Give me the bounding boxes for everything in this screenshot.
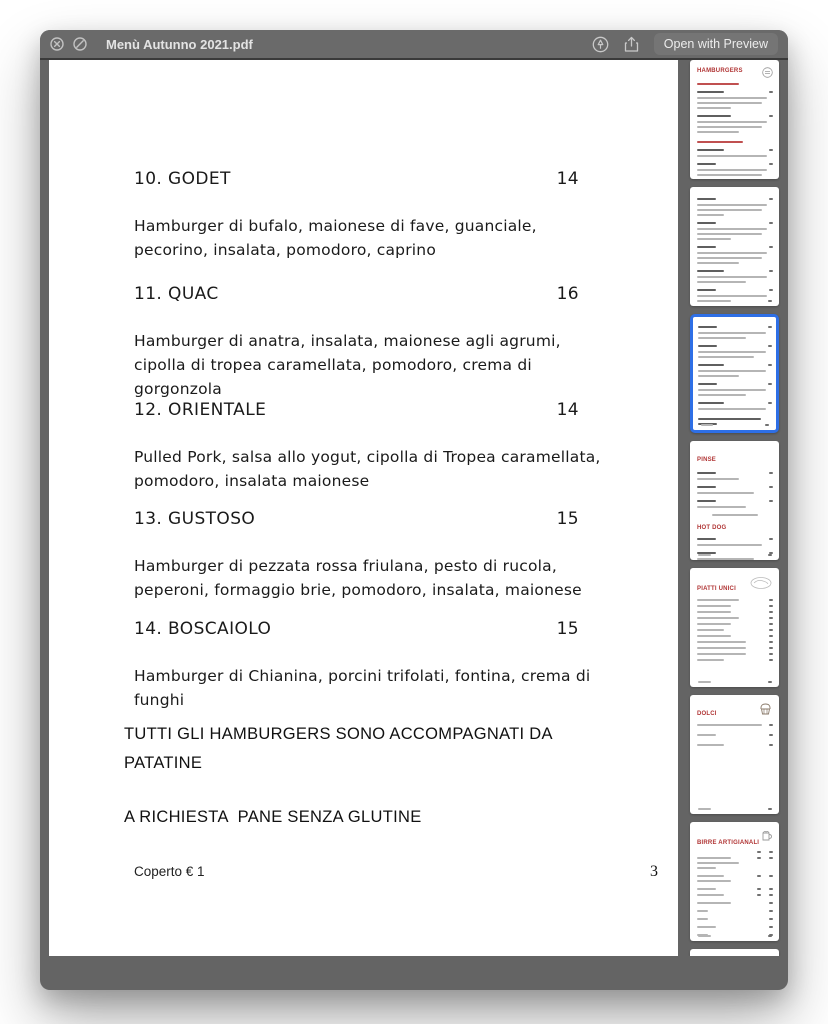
menu-item bbox=[134, 169, 579, 262]
thumb-title: PIATTI UNICI bbox=[697, 586, 736, 592]
cupcake-icon bbox=[758, 702, 773, 716]
page-thumbnail-7[interactable] bbox=[690, 822, 779, 941]
item-price: 14 bbox=[556, 400, 579, 420]
page-thumbnail-1[interactable] bbox=[690, 60, 779, 179]
page-thumbnail-4[interactable] bbox=[690, 441, 779, 560]
note-gluten-free: A RICHIESTA PANE SENZA GLUTINE bbox=[124, 808, 422, 826]
note-all-burgers: TUTTI GLI HAMBURGERS SONO ACCOMPAGNATI DA PATATINE bbox=[124, 725, 552, 772]
item-price: 15 bbox=[556, 619, 579, 639]
page-thumbnail-3-selected[interactable] bbox=[690, 314, 779, 433]
page-thumbnail-8-partial[interactable] bbox=[690, 949, 779, 956]
thumb-title: DOLCI bbox=[697, 711, 717, 717]
window-title: Menù Autunno 2021.pdf bbox=[106, 36, 253, 52]
item-name: 12. ORIENTALE bbox=[134, 400, 267, 420]
item-price: 15 bbox=[556, 509, 579, 529]
menu-item bbox=[134, 509, 582, 602]
burger-logo-icon bbox=[762, 67, 773, 78]
beer-mug-icon bbox=[760, 829, 773, 842]
coperto-label: Coperto € 1 bbox=[134, 864, 205, 879]
menu-item bbox=[134, 400, 601, 493]
thumb-title: PINSE bbox=[697, 457, 717, 463]
item-description: Pulled Pork, salsa allo yogut, cipolla di Tropea caramellata, pomodoro, insalata maionese bbox=[134, 448, 601, 490]
menu-item bbox=[134, 284, 579, 401]
markup-icon[interactable] bbox=[592, 36, 609, 53]
content-area bbox=[40, 60, 788, 956]
page-footer bbox=[134, 863, 658, 881]
thumbnail-sidebar bbox=[678, 60, 788, 956]
page-thumbnail-5[interactable] bbox=[690, 568, 779, 687]
pdf-page bbox=[49, 60, 678, 956]
thumb-title: BIRRE ARTIGIANALI bbox=[697, 840, 760, 846]
page-thumbnail-2[interactable] bbox=[690, 187, 779, 306]
open-with-preview-button[interactable]: Open with Preview bbox=[654, 33, 778, 55]
item-description: Hamburger di Chianina, porcini trifolati, fontina, crema di funghi bbox=[134, 667, 591, 709]
titlebar bbox=[40, 30, 788, 60]
item-description: Hamburger di anatra, insalata, maionese agli agrumi, cipolla di tropea caramellata, pomodoro, crema di gorgonzola bbox=[134, 332, 561, 398]
share-icon[interactable] bbox=[623, 36, 640, 53]
item-name: 10. GODET bbox=[134, 169, 231, 189]
zoom-icon[interactable] bbox=[73, 37, 87, 51]
page-thumbnail-6[interactable] bbox=[690, 695, 779, 814]
item-price: 16 bbox=[556, 284, 579, 304]
thumb-title: HAMBURGERS bbox=[697, 68, 743, 74]
thumb-title-2: HOT DOG bbox=[697, 525, 727, 531]
item-name: 13. GUSTOSO bbox=[134, 509, 256, 529]
quicklook-window bbox=[40, 30, 788, 990]
item-price: 14 bbox=[556, 169, 579, 189]
close-icon[interactable] bbox=[50, 37, 64, 51]
page-number: 3 bbox=[650, 863, 658, 880]
item-name: 11. QUAC bbox=[134, 284, 219, 304]
item-name: 14. BOSCAIOLO bbox=[134, 619, 272, 639]
dish-sketch-icon bbox=[749, 575, 773, 591]
menu-item bbox=[134, 619, 591, 712]
item-description: Hamburger di pezzata rossa friulana, pesto di rucola, peperoni, formaggio brie, pomodoro, insalata, maionese bbox=[134, 557, 582, 599]
item-description: Hamburger di bufalo, maionese di fave, guanciale, pecorino, insalata, pomodoro, caprino bbox=[134, 217, 537, 259]
